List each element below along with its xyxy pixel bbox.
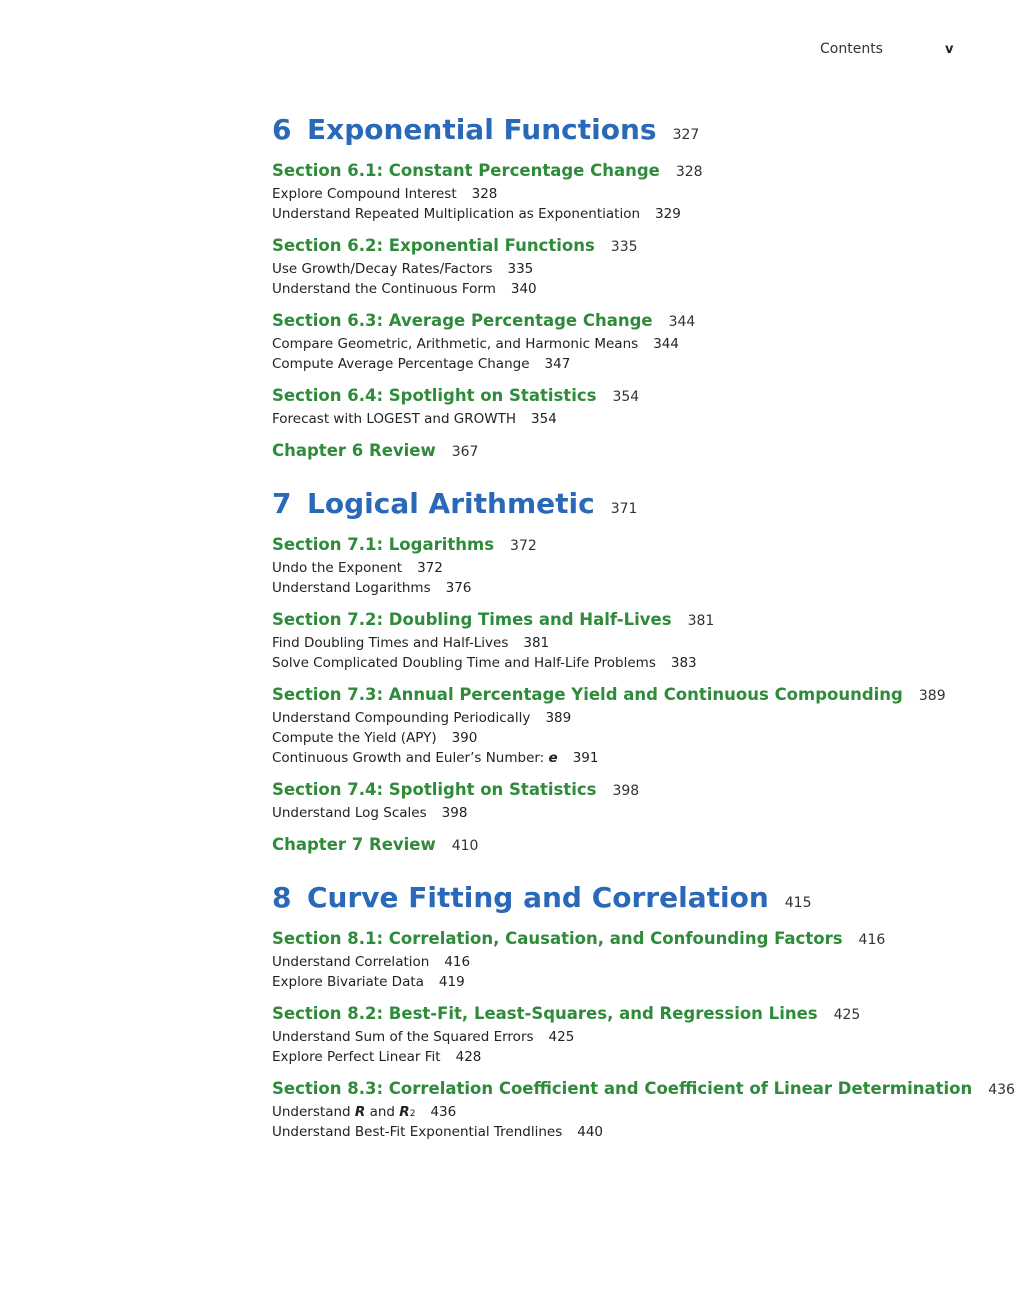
chapter-7	[272, 487, 972, 857]
variable-r: R	[354, 1104, 366, 1120]
section-page: 372	[510, 538, 537, 554]
section-title: Section 8.3: Correlation Coefficient and Coefficient of Linear Determination	[272, 1079, 973, 1098]
topic-entry[interactable]	[272, 954, 972, 974]
chapter-page: 371	[610, 501, 638, 517]
section-heading[interactable]	[272, 311, 972, 333]
section-6-3	[272, 311, 972, 376]
section-title: Section 8.2: Best-Fit, Least-Squares, and Regression Lines	[272, 1004, 818, 1023]
section-page: 344	[668, 314, 696, 330]
section-heading[interactable]	[272, 161, 972, 183]
topic-title: Compute Average Percentage Change	[272, 356, 530, 372]
topic-entry[interactable]	[272, 750, 972, 770]
section-title: Section 6.2: Exponential Functions	[272, 236, 595, 255]
section-heading[interactable]	[272, 236, 972, 258]
section-page: 425	[833, 1007, 861, 1023]
page-number: v	[945, 42, 954, 57]
table-of-contents	[272, 113, 1015, 1154]
topic-page: 340	[510, 281, 537, 297]
topic-title: Find Doubling Times and Half-Lives	[272, 635, 509, 651]
topic-title: Compute the Yield (APY)	[272, 730, 437, 746]
section-7-3	[272, 685, 972, 770]
section-7-2	[272, 610, 972, 675]
topic-title: Explore Bivariate Data	[272, 974, 424, 990]
topic-title: Understand Compounding Periodically	[272, 710, 531, 726]
topic-title: Undo the Exponent	[272, 560, 403, 576]
topic-entry[interactable]	[272, 261, 972, 281]
topic-page: 416	[444, 954, 471, 970]
section-6-1	[272, 161, 972, 226]
section-title: Section 8.1: Correlation, Causation, and Confounding Factors	[272, 929, 843, 948]
topic-page: 428	[455, 1049, 482, 1065]
chapter-review[interactable]	[272, 835, 972, 857]
section-6-4	[272, 386, 972, 431]
superscript-two: 2	[409, 1109, 416, 1119]
chapter-heading[interactable]	[272, 113, 972, 153]
topic-page: 328	[471, 186, 498, 202]
chapter-heading[interactable]	[272, 881, 972, 921]
topic-entry[interactable]	[272, 206, 972, 226]
topic-page: 344	[653, 336, 679, 352]
topic-title: Solve Complicated Doubling Time and Half-Life Problems	[272, 655, 656, 671]
topic-entry[interactable]	[272, 411, 972, 431]
variable-r-squared: R	[399, 1104, 410, 1120]
chapter-title: Curve Fitting and Correlation	[307, 881, 769, 914]
chapter-review[interactable]	[272, 441, 972, 463]
topic-title: Understand Correlation	[272, 954, 430, 970]
topic-page: 381	[523, 635, 550, 651]
review-title: Chapter 7 Review	[272, 835, 436, 854]
section-heading[interactable]	[272, 929, 972, 951]
topic-title: Understand Repeated Multiplication as Exponentiation	[272, 206, 641, 222]
topic-title: Forecast with LOGEST and GROWTH	[272, 411, 517, 427]
section-title: Section 7.1: Logarithms	[272, 535, 495, 554]
variable-e: e	[548, 750, 558, 766]
topic-entry[interactable]	[272, 635, 972, 655]
section-page: 389	[918, 688, 946, 704]
section-heading[interactable]	[272, 610, 972, 632]
running-head-title: Contents	[820, 41, 883, 57]
review-title: Chapter 6 Review	[272, 441, 436, 460]
topic-page: 376	[445, 580, 472, 596]
chapter-number: 6	[272, 113, 292, 146]
topic-page: 389	[545, 710, 572, 726]
topic-page: 329	[655, 206, 681, 222]
topic-title: Continuous Growth and Euler’s Number:	[272, 750, 545, 766]
topic-entry[interactable]	[272, 281, 972, 301]
topic-page: 335	[507, 261, 534, 277]
topic-title-mid: and	[369, 1104, 395, 1120]
section-6-2	[272, 236, 972, 301]
topic-page: 390	[451, 730, 478, 746]
topic-page: 425	[548, 1029, 575, 1045]
section-heading[interactable]	[272, 1004, 972, 1026]
section-page: 398	[612, 783, 640, 799]
topic-entry[interactable]	[272, 805, 972, 825]
topic-entry[interactable]	[272, 336, 972, 356]
chapter-title: Logical Arithmetic	[307, 487, 595, 520]
topic-page: 436	[430, 1104, 457, 1120]
topic-entry[interactable]	[272, 730, 972, 750]
section-8-2	[272, 1004, 972, 1069]
section-heading[interactable]	[272, 685, 972, 707]
topic-title: Explore Perfect Linear Fit	[272, 1049, 441, 1065]
topic-entry[interactable]	[272, 1049, 972, 1069]
review-page: 410	[451, 838, 479, 854]
topic-entry[interactable]	[272, 580, 972, 600]
section-title: Section 7.4: Spotlight on Statistics	[272, 780, 597, 799]
section-8-3	[272, 1079, 1015, 1144]
chapter-number: 8	[272, 881, 292, 914]
topic-entry[interactable]	[272, 1124, 972, 1144]
topic-page: 398	[441, 805, 468, 821]
topic-entry[interactable]	[272, 356, 972, 376]
topic-title: Use Growth/Decay Rates/Factors	[272, 261, 493, 277]
section-title: Section 6.1: Constant Percentage Change	[272, 161, 660, 180]
topic-entry[interactable]	[272, 974, 972, 994]
section-page: 328	[675, 164, 703, 180]
section-7-1	[272, 535, 972, 600]
topic-entry[interactable]	[272, 655, 972, 675]
topic-title: Understand Sum of the Squared Errors	[272, 1029, 534, 1045]
section-heading[interactable]	[272, 780, 972, 802]
topic-entry[interactable]	[272, 1029, 972, 1049]
topic-title: Understand the Continuous Form	[272, 281, 496, 297]
section-title: Section 6.3: Average Percentage Change	[272, 311, 653, 330]
topic-page: 419	[438, 974, 465, 990]
section-page: 416	[858, 932, 886, 948]
topic-page: 383	[670, 655, 697, 671]
review-page: 367	[451, 444, 479, 460]
running-head	[0, 41, 1021, 61]
chapter-8	[272, 881, 1015, 1144]
topic-page: 372	[417, 560, 443, 576]
topic-page: 440	[577, 1124, 604, 1140]
section-page: 381	[687, 613, 715, 629]
section-page: 335	[610, 239, 638, 255]
chapter-heading[interactable]	[272, 487, 972, 527]
section-title: Section 6.4: Spotlight on Statistics	[272, 386, 597, 405]
section-heading[interactable]	[272, 386, 972, 408]
topic-entry[interactable]	[272, 560, 972, 580]
section-title: Section 7.2: Doubling Times and Half-Lives	[272, 610, 672, 629]
chapter-title: Exponential Functions	[307, 113, 657, 146]
section-heading[interactable]	[272, 535, 972, 557]
topic-title: Understand Logarithms	[272, 580, 431, 596]
topic-page: 354	[531, 411, 557, 427]
topic-page: 347	[544, 356, 571, 372]
chapter-number: 7	[272, 487, 292, 520]
topic-title: Compare Geometric, Arithmetic, and Harmonic Means	[272, 336, 639, 352]
chapter-page: 327	[672, 127, 700, 143]
topic-title: Explore Compound Interest	[272, 186, 457, 202]
topic-page: 391	[572, 750, 599, 766]
topic-title: Understand Log Scales	[272, 805, 427, 821]
section-heading[interactable]	[272, 1079, 1015, 1101]
chapter-page: 415	[784, 895, 812, 911]
section-title: Section 7.3: Annual Percentage Yield and Continuous Compounding	[272, 685, 903, 704]
section-page: 354	[612, 389, 640, 405]
topic-title: Understand Best-Fit Exponential Trendlines	[272, 1124, 563, 1140]
topic-entry[interactable]	[272, 1104, 972, 1124]
topic-title-pre: Understand	[272, 1104, 351, 1120]
section-7-4	[272, 780, 972, 825]
topic-entry[interactable]	[272, 710, 972, 730]
topic-entry[interactable]	[272, 186, 972, 206]
section-8-1	[272, 929, 972, 994]
section-page: 436	[988, 1082, 1015, 1098]
chapter-6	[272, 113, 972, 463]
